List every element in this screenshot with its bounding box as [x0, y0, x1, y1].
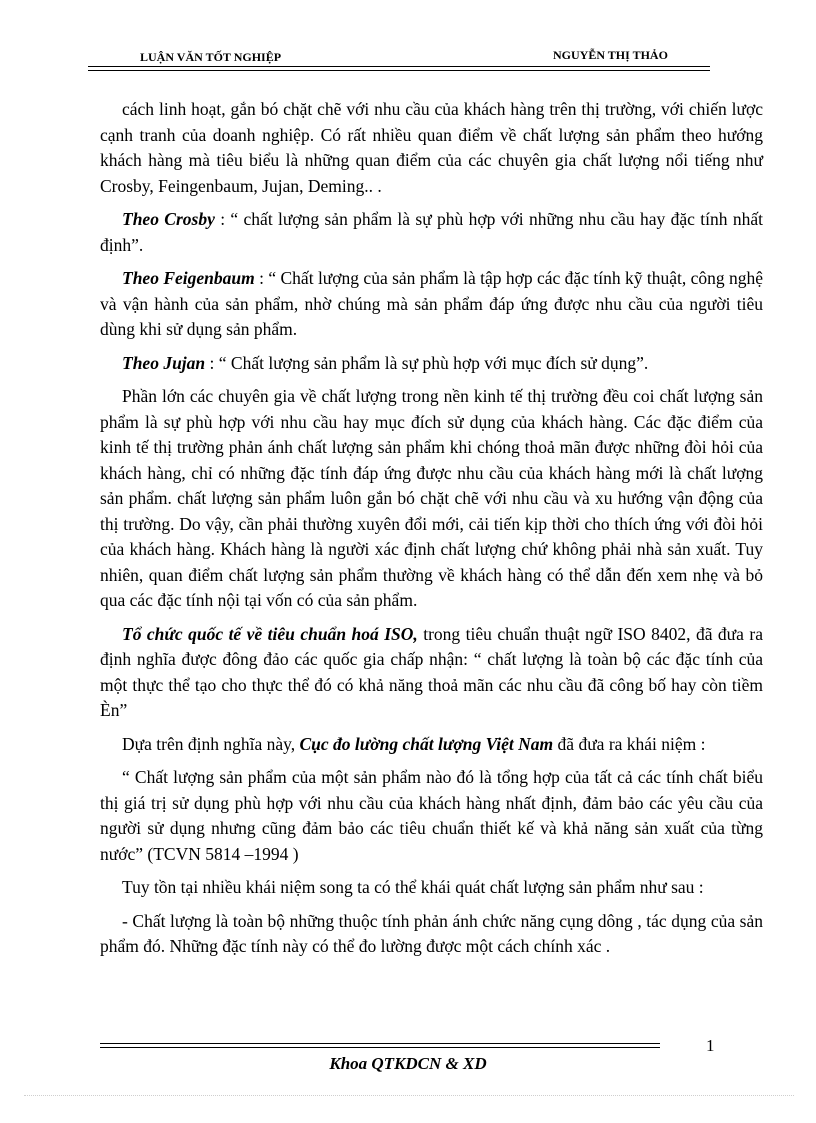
page-bottom-dotted-line	[24, 1095, 794, 1096]
paragraph-crosby	[100, 207, 763, 258]
paragraph-bullet-1: - Chất lượng là toàn bộ những thuộc tính phản ánh chức năng cụng dông , tác dụng của sản phẩm đó. Những đặc tính này có thể đo lường được một cách chính xác .	[100, 910, 763, 956]
jujan-lead: Theo Jujan	[122, 352, 206, 373]
paragraph-market-view: Phần lớn các chuyên gia về chất lượng trong nền kinh tế thị trường đều coi chất lượng sản phẩm là sự phù hợp với nhu cầu hay mục đích sử dụng của khách hàng. Các đặc điểm của kinh tế thị trường phản ánh chất lượng sản phẩm khi chóng thoả mãn được những đòi hỏi của khách hàng, chỉ có những đặc tính đáp ứng được nhu cầu của khách hàng mới là chất lượng sản phẩm. chất lượng sản phẩm luôn gắn bó chặt chẽ với nhu cầu và xu hướng vận động của thị trường. Do vậy, cần phải thường xuyên đổi mới, cải tiến kịp thời cho thích ứng với đòi hỏi của khách hàng. Khách hàng là người xác định chất lượng chứ không phải nhà sản xuất. Tuy nhiên, quan điểm chất lượng sản phẩm thường về khách hàng có thể dẫn đến xem nhẹ và bỏ qua các đặc tính nội tại vốn có của sản phẩm.	[100, 386, 763, 610]
vietnam-text: đã đưa ra khái niệm :	[553, 733, 706, 754]
vietnam-lead: Cục đo lường chất lượng Việt Nam	[299, 733, 554, 754]
page-header	[88, 44, 710, 64]
footer-department: Khoa QTKDCN & XD	[329, 1054, 487, 1073]
paragraph-summary: Tuy tồn tại nhiều khái niệm song ta có thể khái quát chất lượng sản phẩm như sau :	[122, 877, 704, 897]
footer-double-rule	[100, 1043, 660, 1048]
paragraph-feigenbaum	[100, 266, 763, 343]
iso-text: trong tiêu chuẩn thuật ngữ ISO 8402, đã đưa ra định nghĩa được đông đảo các quốc gia chấp nhận: “ chất lượng là toàn bộ các đặc tính của một thực thể tạo cho thực thể đó có khả năng thoả mãn các nhu cầu đã công bố hay còn tiềm Èn”	[100, 623, 763, 720]
crosby-text: : “ chất lượng sản phẩm là sự phù hợp với những nhu cầu hay đặc tính nhất định”.	[100, 209, 763, 255]
page-number: 1	[706, 1036, 715, 1055]
header-thesis-title: LUẬN VĂN TỐT NGHIỆP	[140, 50, 282, 64]
vietnam-pre: Dựa trên định nghĩa này,	[122, 733, 300, 754]
paragraph-tcvn-quote: “ Chất lượng sản phẩm của một sản phẩm nào đó là tổng hợp của tất cả các tính chất biểu thị giá trị sử dụng phù hợp với nhu cầu của khách hàng nhất định, đảm bảo các yêu cầu của người sử dụng nhưng cũng đảm bảo các tiêu chuẩn thiết kế và khả năng sản xuất của từng nước” (TCVN 5814 –1994 )	[100, 767, 763, 864]
feigenbaum-lead: Theo Feigenbaum	[122, 268, 255, 288]
iso-lead: Tổ chức quốc tế về tiêu chuẩn hoá ISO,	[122, 623, 418, 644]
crosby-lead: Theo Crosby	[122, 209, 215, 229]
paragraph-vietnam-def	[100, 732, 763, 758]
jujan-text: : “ Chất lượng sản phẩm là sự phù hợp với mục đích sử dụng”.	[205, 352, 649, 373]
header-author-name: NGUYỄN THỊ THẢO	[553, 48, 668, 62]
paragraph-intro: cách linh hoạt, gắn bó chặt chẽ với nhu cầu của khách hàng trên thị trường, với chiến lược cạnh tranh của doanh nghiệp. Có rất nhiều quan điểm về chất lượng sản phẩm theo hướng khách hàng mà tiêu biểu là những quan điểm của các chuyên gia chất lượng nổi tiếng như Crosby, Feingenbaum, Jujan, Deming.. .	[100, 99, 763, 196]
paragraph-jujan	[100, 351, 763, 377]
header-double-rule	[88, 66, 710, 71]
paragraph-iso	[100, 622, 763, 724]
document-body	[100, 97, 763, 968]
feigenbaum-text: : “ Chất lượng của sản phẩm là tập hợp các đặc tính kỹ thuật, công nghệ và vận hành của sản phẩm, nhờ chúng mà sản phẩm đáp ứng được nhu cầu của người tiêu dùng khi sử dụng sản phẩm.	[100, 268, 764, 339]
